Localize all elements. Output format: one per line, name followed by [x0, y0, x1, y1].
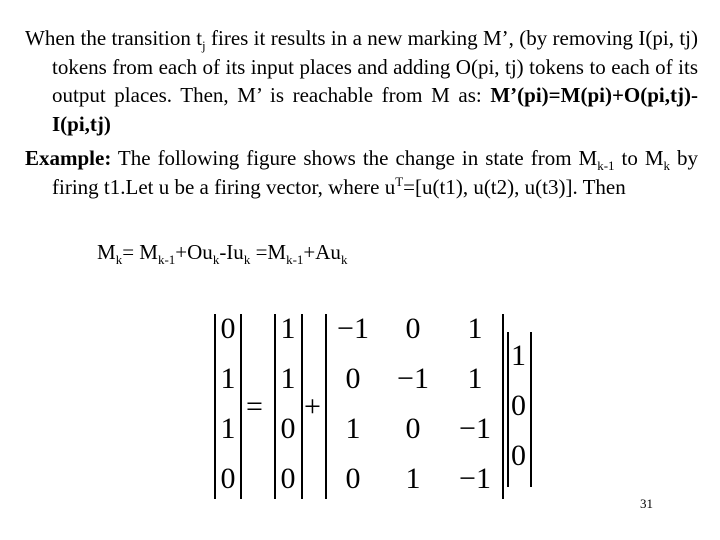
transition-firing-paragraph: [25, 24, 698, 138]
reachability-formula: M’(pi)=M(pi)+O(pi,tj)-I(pi,tj): [52, 83, 698, 136]
a-matrix-column-1: [330, 304, 376, 504]
para2-text-d: =[u(t1), u(t2), u(t3)]. Then: [403, 174, 626, 199]
para2-sub-k: k: [663, 158, 671, 174]
equals-sign: =: [246, 390, 263, 423]
a-matrix-column-2: [390, 304, 436, 504]
matrix-entry: 1: [511, 339, 526, 372]
para2-sub-k-1: k-1: [597, 158, 615, 174]
eq-sub-e: k-1: [286, 252, 304, 268]
para2-text-b: to M: [614, 146, 664, 170]
matrix-entry: 1: [220, 412, 236, 445]
eq-part-b: = M: [122, 240, 158, 264]
eq-sub-f: k: [340, 252, 348, 268]
mk-prev-column: [275, 304, 301, 504]
eq-sub-b: k-1: [157, 252, 176, 268]
eq-part-c: +Ou: [175, 240, 213, 264]
eq-part-a: M: [97, 240, 116, 264]
matrix-entry: −1: [337, 312, 369, 345]
u-vector: [507, 331, 530, 481]
eq-sub-a: k: [115, 252, 123, 268]
state-equation: [97, 238, 347, 266]
plus-sign: +: [304, 390, 321, 423]
matrix-bar: [240, 314, 242, 499]
eq-part-d: -Iu: [219, 240, 244, 264]
matrix-entry: 1: [220, 362, 236, 395]
page-number: 31: [640, 496, 653, 511]
matrix-entry: 1: [280, 312, 296, 345]
matrix-entry: 1: [467, 312, 483, 345]
a-matrix-column-3: [452, 304, 498, 504]
matrix-entry: −1: [459, 462, 491, 495]
mk-column: [216, 304, 240, 504]
para2-text-c: by firing t1.Let u be a firing vector, where u: [52, 146, 698, 199]
matrix-entry: 0: [220, 312, 236, 345]
matrix-entry: 1: [467, 362, 483, 395]
example-label: Example:: [25, 146, 112, 170]
para1-text-b: fires it results in a new marking M’, (by removing I(pi, tj) tokens from each of its input places and adding O(pi, tj) tokens to each of its output places. Then, M’ is reachable from M as:: [52, 26, 698, 107]
para1-sub-j: j: [202, 38, 206, 54]
matrix-entry: −1: [397, 362, 429, 395]
matrix-entry: 1: [345, 412, 361, 445]
matrix-equation: [200, 300, 540, 505]
eq-sub-c: k: [212, 252, 220, 268]
matrix-entry: 0: [280, 462, 296, 495]
matrix-entry: 0: [405, 312, 421, 345]
matrix-entry: 0: [511, 389, 526, 422]
matrix-entry: 1: [405, 462, 421, 495]
matrix-bar: [502, 314, 504, 499]
matrix-entry: 0: [511, 439, 526, 472]
matrix-entry: −1: [459, 412, 491, 445]
para2-text-a: The following figure shows the change in state from M: [111, 146, 598, 170]
matrix-bar: [325, 314, 327, 499]
eq-part-f: +Au: [303, 240, 341, 264]
matrix-entry: 0: [220, 462, 236, 495]
para1-text-a: When the transition t: [25, 26, 203, 50]
matrix-bar: [301, 314, 303, 499]
matrix-entry: 0: [280, 412, 296, 445]
matrix-entry: 0: [405, 412, 421, 445]
matrix-entry: 0: [345, 362, 361, 395]
para2-sup-t: T: [395, 173, 404, 189]
eq-sub-d: k: [243, 252, 251, 268]
eq-part-e: =M: [250, 240, 287, 264]
matrix-entry: 1: [280, 362, 296, 395]
example-paragraph: [25, 144, 698, 201]
matrix-bar: [530, 332, 532, 487]
matrix-entry: 0: [345, 462, 361, 495]
